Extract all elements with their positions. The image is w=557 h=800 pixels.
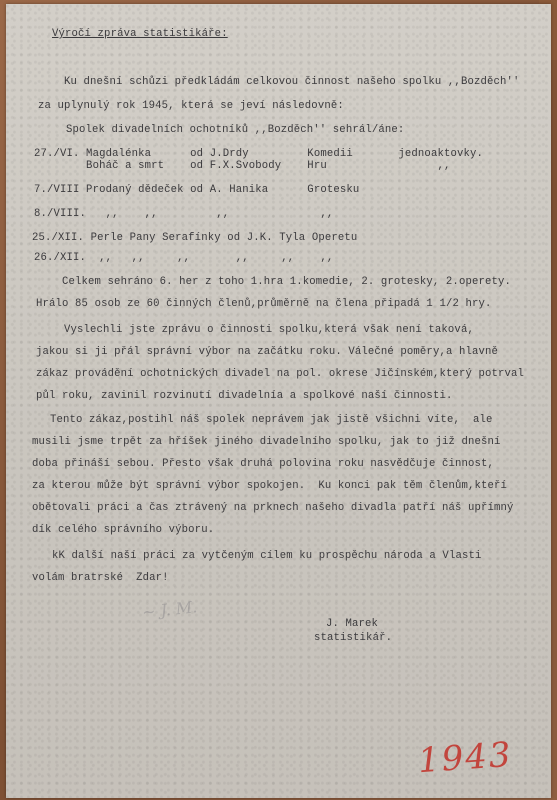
text-line: Tento zákaz,postihl náš spolek neprávem jak jistě všichni víte, ale: [50, 414, 493, 426]
text-line: 8./VIII. ,, ,, ,, ,,: [34, 208, 334, 220]
text-line: 25./XII. Perle Pany Serafínky od J.K. Tyla Operetu: [32, 232, 358, 244]
text-line: dík celého správního výboru.: [32, 524, 215, 536]
text-line: Boháč a smrt od F.X.Svobody Hru ,,: [34, 160, 451, 172]
signature-role: statistikář.: [314, 632, 393, 644]
faint-pencil-signature: ~ J. M.: [141, 597, 199, 622]
text-line: za uplynulý rok 1945, která se jeví následovně:: [38, 100, 344, 112]
text-line: doba přináší sebou. Přesto však druhá polovina roku nasvědčuje činnost,: [32, 458, 495, 470]
text-line: obětovali práci a čas ztrávený na prknech našeho divadla patří náš upřímný: [32, 502, 514, 514]
handwritten-year: 1943: [416, 734, 514, 782]
signature-name: J. Marek: [326, 618, 379, 630]
text-line: Hrálo 85 osob ze 60 činných členů,průměrně na člena připadá 1 1/2 hry.: [36, 298, 492, 310]
document-title: Výročí zpráva statistikáře:: [52, 28, 228, 40]
text-line: 26./XII. ,, ,, ,, ,, ,, ,,: [34, 252, 334, 264]
text-line: 7./VIII Prodaný dědeček od A. Hanika Grotesku: [34, 184, 360, 196]
text-line: půl roku, zavinil rozvinutí divadelnía a spolkové naší činnosti.: [36, 390, 453, 402]
typed-document: [6, 4, 551, 798]
text-line: kK další naší práci za vytčeným cílem ku prospěchu národa a Vlasti: [52, 550, 482, 562]
text-line: za kterou může být správní výbor spokojen. Ku konci pak těm členům,kteří: [32, 480, 508, 492]
text-line: musili jsme trpět za hříšek jiného divadelního spolku, jak to již dnešní: [32, 436, 501, 448]
text-line: Spolek divadelních ochotníků ,,Bozděch'' sehrál/áne:: [66, 124, 405, 136]
text-line: Vyslechli jste zprávu o činnosti spolku,která však není taková,: [64, 324, 474, 336]
text-line: Celkem sehráno 6. her z toho 1.hra 1.komedie, 2. grotesky, 2.operety.: [62, 276, 512, 288]
text-line: jakou si ji přál správní výbor na začátku roku. Válečné poměry,a hlavně: [36, 346, 499, 358]
text-line: Ku dnešní schůzi předkládám celkovou činnost našeho spolku ,,Bozděch'': [64, 76, 520, 88]
text-line: 27./VI. Magdalénka od J.Drdy Komedii jednoaktovky.: [34, 148, 484, 160]
text-line: zákaz provádění ochotnických divadel na pol. okrese Jičínském,který potrval: [36, 368, 525, 380]
text-line: volám bratrské Zdar!: [32, 572, 169, 584]
